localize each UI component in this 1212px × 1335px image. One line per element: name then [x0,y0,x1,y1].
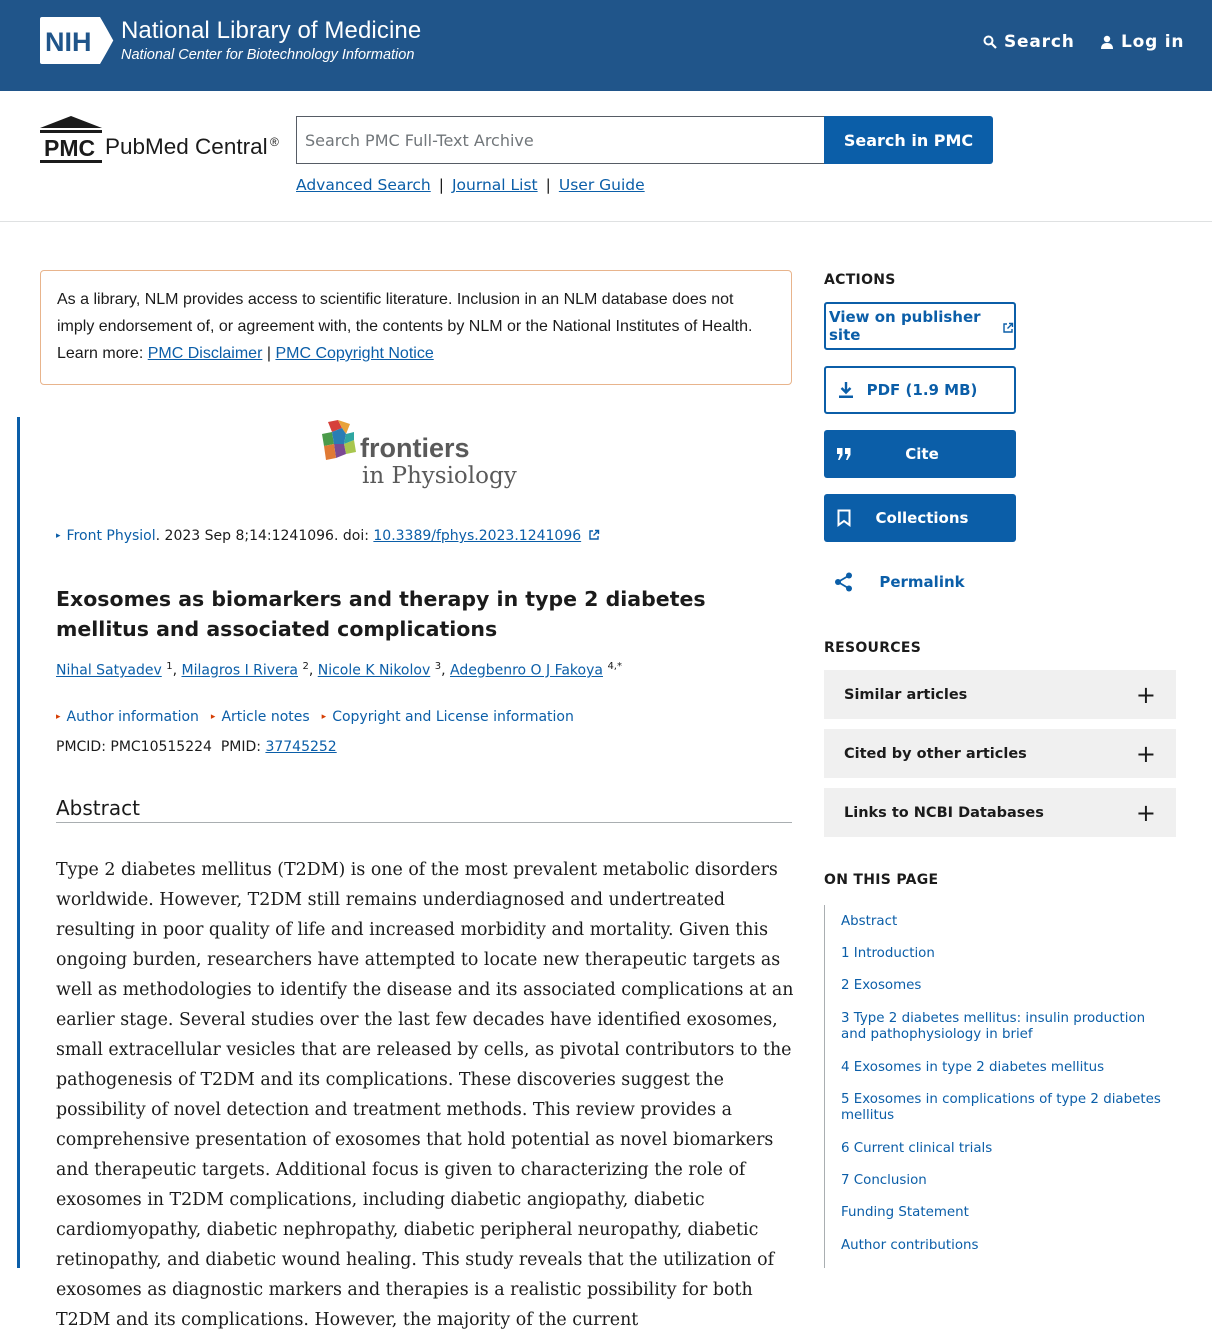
toc-item[interactable]: Abstract [841,914,898,929]
author-affiliation: 2 [302,661,309,672]
abstract-text: Type 2 diabetes mellitus (T2DM) is one of the most prevalent metabolic disorders worldwide. However, T2DM still remains underdiagnosed and undertreated resulting in poor quality of life and increased morbidity and mortality. Given this ongoing burden, researchers have attempted to locate new therapeutic targets as well as methodologies to identify the disease and its associated complications at an earlier stage. Several studies over the last few decades have identified exosomes, small extracellular vesicles that are released by cells, as pivotal contributors to the pathogenesis of T2DM and its complications. These discoveries suggest the possibility of novel detection and treatment methods. This review provides a comprehensive presentation of exosomes that hold potential as novel biomarkers and therapeutic targets. Additional focus is given to characterizing the role of exosomes in T2DM complications, including diabetic angiopathy, diabetic cardiomyopathy, diabetic nephropathy, diabetic peripheral neuropathy, diabetic retinopathy, and diabetic wound healing. This study reveals that the utilization of exosomes as diagnostic markers and therapies is a realistic possibility for both T2DM and its complications. However, the majority of the current [56,860,794,1330]
view-on-publisher-button[interactable] [824,302,1016,350]
toc-item[interactable]: 4 Exosomes in type 2 diabetes mellitus [841,1060,1105,1075]
journal-logo-line2: in Physiology [362,463,517,489]
permalink-label: Permalink [879,573,965,591]
pdf-label: PDF (1.9 MB) [866,381,978,399]
plus-icon: + [1135,680,1156,709]
pmcid-label: PMCID: PMC10515224 PMID: [56,739,266,755]
accordion-label: Links to NCBI Databases [844,804,1044,821]
toc-item[interactable]: 5 Exosomes in complications of type 2 diabetes mellitus [841,1092,1161,1123]
accordion-label: Cited by other articles [844,745,1027,762]
plus-icon: + [1135,739,1156,768]
toc-item[interactable]: 2 Exosomes [841,978,922,993]
author-link[interactable]: Milagros I Rivera [181,662,299,679]
triangle-right-icon: ▸ [56,712,61,722]
pmc-logo[interactable] [40,116,285,166]
pmid-link[interactable]: 37745252 [265,739,337,755]
toc-item[interactable]: 1 Introduction [841,946,935,961]
bookmark-icon [824,509,864,527]
pdf-download-button[interactable] [824,366,1016,414]
author-affiliation: 4,* [607,661,622,672]
author-link[interactable]: Adegbenro O J Fakoya [449,662,603,679]
external-link-icon [1002,322,1014,334]
toc-item[interactable]: Funding Statement [841,1205,969,1220]
login-label: Log in [1121,32,1185,52]
toc-item[interactable]: 7 Conclusion [841,1173,927,1188]
disclaimer-sep: | [262,345,276,362]
search-in-pmc-button[interactable]: Search in PMC [824,116,993,164]
login-button[interactable] [1100,30,1184,54]
link-separator: | [438,176,444,194]
pmc-search-banner [0,91,1212,222]
toc-item[interactable]: Author contributions [841,1238,979,1253]
pmc-copyright-link[interactable]: PMC Copyright Notice [275,345,434,362]
header-search-button[interactable] [983,30,1075,54]
search-placeholder: Search PMC Full-Text Archive [305,130,534,150]
article-citation [56,528,600,544]
share-icon [824,572,864,592]
on-this-page-heading: ON THIS PAGE [824,872,939,888]
pmc-logo-name: PubMed Central [105,134,268,159]
link-separator: | [545,176,551,194]
article-info-links [56,709,574,725]
journal-link[interactable]: Front Physiol [66,528,156,544]
journal-list-link[interactable]: Journal List [451,176,538,194]
external-link-icon [588,529,600,541]
collections-button[interactable] [824,494,1016,542]
journal-logo[interactable] [320,420,540,492]
article-notes-toggle[interactable]: ▸ Article notes [210,709,310,725]
plus-icon: + [1135,798,1156,827]
pmc-search-input[interactable] [296,116,825,164]
actions-heading: ACTIONS [824,272,896,288]
article-title: Exosomes as biomarkers and therapy in type 2 diabetes mellitus and associated complications [56,587,706,641]
article-ids [56,739,337,755]
org-title: National Library of Medicine [121,17,422,44]
table-of-contents [824,905,1176,1268]
copyright-license-toggle[interactable]: ▸ Copyright and License information [321,709,574,725]
nih-logo[interactable] [40,17,421,64]
toc-item[interactable]: 6 Current clinical trials [841,1141,993,1156]
similar-articles-accordion[interactable] [824,670,1176,719]
author-information-toggle[interactable]: ▸ Author information [56,709,199,725]
abstract-heading: Abstract [56,796,792,823]
collections-label: Collections [875,509,969,527]
permalink-button[interactable] [824,558,1016,606]
article-accent-bar [17,417,20,1268]
journal-logo-line1: frontiers [360,433,470,463]
pmc-disclaimer-link[interactable]: PMC Disclaimer [147,345,263,362]
nih-logo-text: NIH [45,27,92,57]
nlm-disclaimer [40,270,792,385]
author-affiliation: 1 [166,661,173,672]
disclaimer-learn-more: Learn more: [57,345,148,362]
citation-details: . 2023 Sep 8;14:1241096. doi: [155,528,374,544]
pmc-logo-abbr: PMC [44,135,96,161]
cite-button[interactable] [824,430,1016,478]
toc-item[interactable]: 3 Type 2 diabetes mellitus: insulin production and pathophysiology in brief [841,1011,1146,1042]
cite-label: Cite [905,445,939,463]
ncbi-links-accordion[interactable] [824,788,1176,837]
user-guide-link[interactable]: User Guide [558,176,645,194]
accordion-label: Similar articles [844,686,968,703]
doi-link[interactable]: 10.3389/fphys.2023.1241096 [373,528,582,544]
advanced-search-link[interactable]: Advanced Search [296,176,431,194]
disclaimer-text: As a library, NLM provides access to scientific literature. Inclusion in an NLM database does not imply endorsement of, or agreement with, the contents by NLM or the National Institutes of Health. [57,291,753,335]
header-search-label: Search [1004,32,1075,52]
author-affiliation: 3 [434,661,442,672]
author-link[interactable]: Nicole K Nikolov [317,662,431,679]
org-subtitle: National Center for Biotechnology Information [121,47,415,63]
view-publisher-label: View on publisher site [829,308,981,344]
triangle-right-icon: ▸ [210,712,216,722]
triangle-right-icon: ▸ [321,712,327,722]
nih-header [0,0,1212,91]
search-links [296,176,645,194]
pmc-logo-reg: ® [270,135,279,149]
nih-logo-mark [40,17,115,64]
triangle-right-icon: ▸ [56,531,61,541]
download-icon [826,382,866,398]
cited-by-accordion[interactable] [824,729,1176,778]
resources-heading: RESOURCES [824,640,922,656]
search-icon [983,35,997,49]
author-link[interactable]: Nihal Satyadev [56,662,162,679]
user-icon [1100,35,1114,49]
author-list: Nihal Satyadev $^1$, Milagros I Rivera $^2$, Nicole K Nikolov $^3$, Adegbenro O J Fakoya $^{4,*}$ [56,661,622,679]
quote-icon [824,448,864,460]
